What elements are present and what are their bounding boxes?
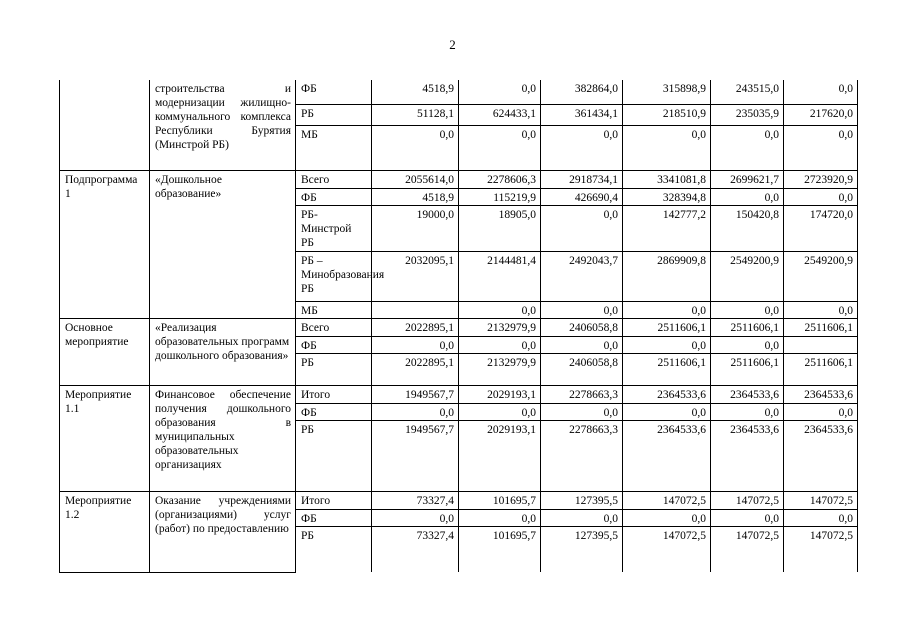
value-cell: 0,0 [623, 336, 711, 353]
value-cell: 0,0 [541, 509, 623, 526]
funding-source-cell: Итого [296, 491, 372, 509]
value-cell: 2511606,1 [623, 353, 711, 385]
value-cell: 174720,0 [784, 205, 858, 251]
value-cell: 0,0 [784, 509, 858, 526]
value-cell: 0,0 [623, 301, 711, 318]
value-cell: 2549200,9 [784, 251, 858, 301]
table-row [60, 318, 858, 336]
value-cell: 2364533,6 [711, 420, 784, 491]
value-cell: 2406058,8 [541, 318, 623, 336]
value-cell: 147072,5 [784, 491, 858, 509]
value-cell: 73327,4 [372, 491, 459, 509]
value-cell [784, 336, 858, 353]
measure-name-cell: Финансовое обеспечение получения дошкольного образования в муниципальных образовательных организациях [150, 385, 296, 491]
value-cell: 142777,2 [623, 205, 711, 251]
value-cell: 2055614,0 [372, 170, 459, 188]
entity-cell [60, 80, 150, 170]
measure-name-cell: «Реализация образовательных программ дошкольного образования» [150, 318, 296, 385]
value-cell: 4518,9 [372, 80, 459, 104]
value-cell: 127395,5 [541, 491, 623, 509]
measure-name-cell: строительства и модернизации жилищно-коммунального комплекса Республики Бурятия (Минстрой РБ) [150, 80, 296, 170]
value-cell: 2511606,1 [784, 318, 858, 336]
value-cell: 2511606,1 [711, 318, 784, 336]
value-cell: 2022895,1 [372, 318, 459, 336]
value-cell: 0,0 [784, 403, 858, 420]
value-cell: 0,0 [711, 336, 784, 353]
entity-cell: Основное мероприятие [60, 318, 150, 385]
value-cell: 2511606,1 [623, 318, 711, 336]
value-cell: 2364533,6 [711, 385, 784, 403]
value-cell: 0,0 [784, 125, 858, 170]
value-cell: 73327,4 [372, 526, 459, 572]
value-cell: 361434,1 [541, 104, 623, 125]
value-cell: 3341081,8 [623, 170, 711, 188]
funding-source-cell: РБ [296, 353, 372, 385]
value-cell: 147072,5 [711, 491, 784, 509]
funding-source-cell: Всего [296, 318, 372, 336]
value-cell: 2364533,6 [784, 420, 858, 491]
value-cell: 0,0 [459, 403, 541, 420]
table-row [60, 385, 858, 403]
value-cell: 0,0 [784, 301, 858, 318]
value-cell: 2492043,7 [541, 251, 623, 301]
value-cell: 2549200,9 [711, 251, 784, 301]
value-cell: 2364533,6 [623, 420, 711, 491]
value-cell: 0,0 [372, 125, 459, 170]
value-cell: 2869909,8 [623, 251, 711, 301]
measure-name-cell: Оказание учреждениями (организациями) услуг (работ) по предоставлению [150, 491, 296, 572]
value-cell: 2029193,1 [459, 385, 541, 403]
value-cell: 19000,0 [372, 205, 459, 251]
value-cell: 0,0 [623, 125, 711, 170]
value-cell: 243515,0 [711, 80, 784, 104]
value-cell: 426690,4 [541, 188, 623, 205]
value-cell: 2364533,6 [623, 385, 711, 403]
value-cell: 0,0 [711, 125, 784, 170]
value-cell: 51128,1 [372, 104, 459, 125]
value-cell: 147072,5 [623, 491, 711, 509]
value-cell: 2029193,1 [459, 420, 541, 491]
value-cell: 2022895,1 [372, 353, 459, 385]
table-row [60, 80, 858, 104]
value-cell: 127395,5 [541, 526, 623, 572]
value-cell [372, 301, 459, 318]
value-cell: 0,0 [541, 336, 623, 353]
value-cell: 147072,5 [784, 526, 858, 572]
value-cell: 624433,1 [459, 104, 541, 125]
entity-cell: Мероприятие 1.1 [60, 385, 150, 491]
value-cell: 0,0 [372, 509, 459, 526]
value-cell: 2364533,6 [784, 385, 858, 403]
funding-source-cell: РБ- Минстрой РБ [296, 205, 372, 251]
entity-cell: Подпрограмма 1 [60, 170, 150, 318]
budget-table [59, 80, 858, 573]
funding-source-cell: МБ [296, 125, 372, 170]
value-cell: 0,0 [784, 80, 858, 104]
funding-source-cell: РБ – Минобразования РБ [296, 251, 372, 301]
value-cell: 0,0 [459, 80, 541, 104]
value-cell: 217620,0 [784, 104, 858, 125]
value-cell: 147072,5 [711, 526, 784, 572]
value-cell: 0,0 [784, 188, 858, 205]
value-cell: 1949567,7 [372, 420, 459, 491]
value-cell: 0,0 [711, 403, 784, 420]
value-cell: 1949567,7 [372, 385, 459, 403]
value-cell: 0,0 [541, 301, 623, 318]
value-cell: 18905,0 [459, 205, 541, 251]
value-cell: 382864,0 [541, 80, 623, 104]
value-cell: 150420,8 [711, 205, 784, 251]
value-cell: 2406058,8 [541, 353, 623, 385]
value-cell: 2278663,3 [541, 420, 623, 491]
value-cell: 115219,9 [459, 188, 541, 205]
page-number: 2 [449, 37, 456, 52]
value-cell: 2278606,3 [459, 170, 541, 188]
value-cell: 2032095,1 [372, 251, 459, 301]
table-row [60, 491, 858, 509]
value-cell: 2511606,1 [711, 353, 784, 385]
value-cell: 218510,9 [623, 104, 711, 125]
funding-source-cell: ФБ [296, 80, 372, 104]
value-cell: 0,0 [711, 301, 784, 318]
funding-source-cell: ФБ [296, 509, 372, 526]
value-cell: 0,0 [459, 125, 541, 170]
funding-source-cell: Итого [296, 385, 372, 403]
value-cell: 328394,8 [623, 188, 711, 205]
value-cell: 0,0 [711, 509, 784, 526]
value-cell: 315898,9 [623, 80, 711, 104]
value-cell: 2278663,3 [541, 385, 623, 403]
value-cell: 2144481,4 [459, 251, 541, 301]
measure-name-cell: «Дошкольное образование» [150, 170, 296, 318]
funding-source-cell: РБ [296, 104, 372, 125]
value-cell: 0,0 [459, 509, 541, 526]
value-cell: 4518,9 [372, 188, 459, 205]
funding-source-cell: МБ [296, 301, 372, 318]
value-cell: 2132979,9 [459, 318, 541, 336]
funding-source-cell: Всего [296, 170, 372, 188]
value-cell: 2699621,7 [711, 170, 784, 188]
funding-source-cell: ФБ [296, 403, 372, 420]
value-cell: 0,0 [541, 205, 623, 251]
value-cell: 0,0 [541, 125, 623, 170]
value-cell: 0,0 [372, 403, 459, 420]
table-row [60, 170, 858, 188]
value-cell: 0,0 [623, 403, 711, 420]
entity-cell: Мероприятие 1.2 [60, 491, 150, 572]
value-cell: 0,0 [459, 301, 541, 318]
value-cell: 2132979,9 [459, 353, 541, 385]
value-cell: 0,0 [623, 509, 711, 526]
funding-source-cell: РБ [296, 420, 372, 491]
value-cell: 101695,7 [459, 491, 541, 509]
value-cell: 2723920,9 [784, 170, 858, 188]
value-cell: 0,0 [372, 336, 459, 353]
value-cell: 2918734,1 [541, 170, 623, 188]
funding-source-cell: ФБ [296, 336, 372, 353]
value-cell: 2511606,1 [784, 353, 858, 385]
value-cell: 147072,5 [623, 526, 711, 572]
value-cell: 0,0 [541, 403, 623, 420]
value-cell: 101695,7 [459, 526, 541, 572]
funding-source-cell: РБ [296, 526, 372, 572]
value-cell: 235035,9 [711, 104, 784, 125]
value-cell: 0,0 [711, 188, 784, 205]
value-cell: 0,0 [459, 336, 541, 353]
funding-source-cell: ФБ [296, 188, 372, 205]
